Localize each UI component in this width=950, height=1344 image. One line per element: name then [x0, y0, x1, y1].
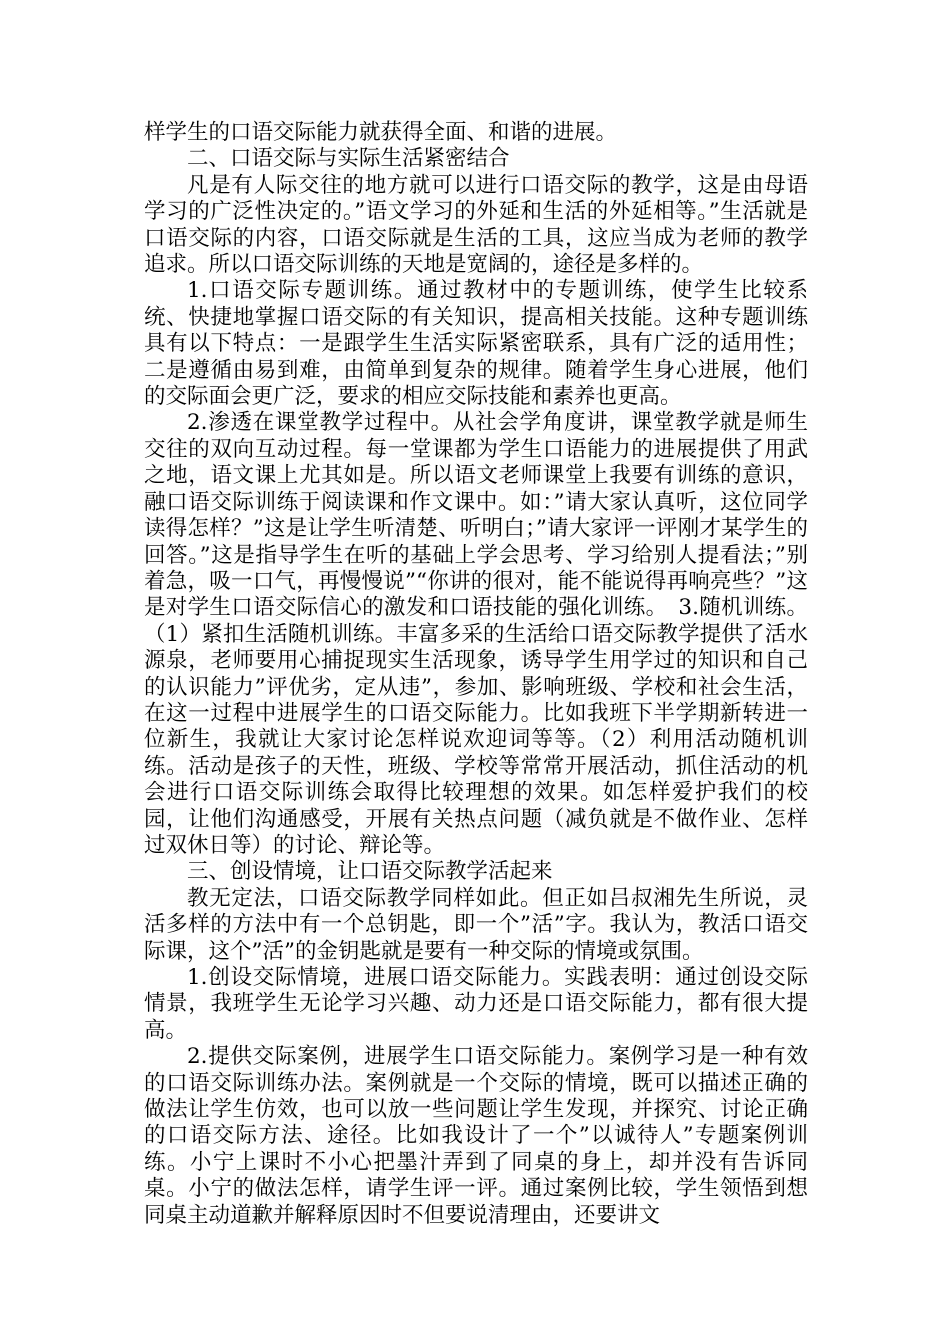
- paragraph-section-3-intro: 教无定法，口语交际教学同样如此。但正如吕叔湘先生所说，灵活多样的方法中有一个总钥匙，即一个”活”字。我认为，教活口语交际课，这个”活”的金钥匙就是要有一种交际的情境或氛围。: [144, 885, 808, 964]
- paragraph-section-3-item-2: 2.提供交际案例，进展学生口语交际能力。案例学习是一种有效的口语交际训练办法。案例就是一个交际的情境，既可以描述正确的做法让学生仿效，也可以放一些问题让学生发现，并探究、讨论正确的口语交际方法、途径。比如我设计了一个”以诚待人”专题案例训练。小宁上课时不小心把墨汁弄到了同桌的身上，却并没有告诉同桌。小宁的做法怎样，请学生评一评。通过案例比较，学生领悟到想同桌主动道歉并解释原因时不但要说清理由，还要讲文: [144, 1044, 808, 1228]
- paragraph-continuation: 样学生的口语交际能力就获得全面、和谐的进展。: [144, 120, 618, 145]
- paragraph-item-2: 2.渗透在课堂教学过程中。从社会学角度讲，课堂教学就是师生交往的双向互动过程。每一堂课都为学生口语能力的进展提供了用武之地，语文课上尤其如是。所以语文老师课堂上我要有训练的意识，融口语交际训练于阅读课和作文课中。如：”请大家认真听，这位同学读得怎样？”这是让学生听清楚、听明白；”请大家评一评刚才某学生的回答。”这是指导学生在听的基础上学会思考、学习给别人提看法；”别着急，吸一口气，再慢慢说”“你讲的很对，能不能说得再响亮些？”这是对学生口语交际信心的激发和口语技能的强化训练。 3.随机训练。（1）紧扣生活随机训练。丰富多采的生活给口语交际教学提供了活水源泉，老师要用心捕捉现实生活现象，诱导学生用学过的知识和自己的认识能力”评优劣，定从违”，参加、影响班级、学校和社会生活，在这一过程中进展学生的口语交际能力。比如我班下半学期新转进一位新生，我就让大家讨论怎样说欢迎词等等。（2）利用活动随机训练。活动是孩子的天性，班级、学校等常常开展活动，抓住活动的机会进行口语交际训练会取得比较理想的效果。如怎样爱护我们的校园，让他们沟通感受，开展有关热点问题（减负就是不做作业、怎样过双休日等）的讨论、辩论等。: [144, 410, 808, 858]
- document-body: [144, 120, 808, 1229]
- section-heading-2: 二、口语交际与实际生活紧密结合: [187, 146, 510, 172]
- paragraph-item-1: 1.口语交际专题训练。通过教材中的专题训练，使学生比较系统、快捷地掌握口语交际的有关知识，提高相关技能。这种专题训练具有以下特点：一是跟学生生活实际紧密联系，具有广泛的适用性；二是遵循由易到难，由简单到复杂的规律。随着学生身心进展，他们的交际面会更广泛，要求的相应交际技能和素养也更高。: [144, 278, 808, 410]
- section-heading-3: 三、创设情境，让口语交际教学活起来: [187, 859, 553, 885]
- paragraph-section-3-item-1: 1.创设交际情境，进展口语交际能力。实践表明：通过创设交际情景，我班学生无论学习兴趣、动力还是口语交际能力，都有很大提高。: [144, 965, 808, 1043]
- paragraph-intro: 凡是有人际交往的地方就可以进行口语交际的教学，这是由母语学习的广泛性决定的。”语文学习的外延和生活的外延相等。”生活就是口语交际的内容，口语交际就是生活的工具，这应当成为老师的教学追求。所以口语交际训练的天地是宽阔的，途径是多样的。: [144, 172, 808, 278]
